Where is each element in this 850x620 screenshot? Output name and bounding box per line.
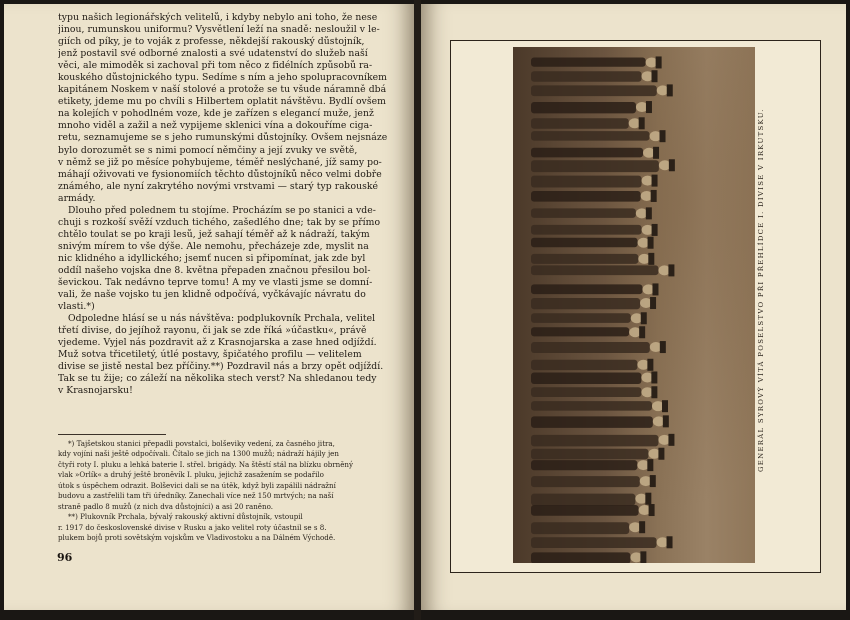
soldier-cap [660,130,666,142]
text-line: jenž postavil své odborné znalosti a své udatenství do služeb naší [58,48,368,60]
soldier-cap [646,101,652,113]
soldier-cap [647,359,653,371]
soldier-figure [531,148,643,158]
text-line: nic klidného a idyllického; jsemť nucen si připomínat, jak zde byl [58,252,366,264]
soldier-figure [531,522,629,534]
soldier-cap [652,224,658,236]
footnote-line: budovu a zastřelili tam tři úředníky. Zanechali více než 150 mrtvých; na naší [58,491,334,501]
text-line: Tak se tu žije; co záleží na několika stech verst? Na shledanou tedy [58,373,377,385]
text-line: vlasti.*) [58,301,95,313]
soldier-figure [531,57,646,66]
soldier-figure [531,254,638,264]
soldier-figure [531,552,630,563]
page-number: 96 [57,551,73,564]
text-line: chtělo toulat se po kraji lesů, jež sahají téměř až k nádraží, takým [58,228,370,240]
soldier-cap [640,551,646,563]
text-line: giích od píky, je to voják z professe, někdejší rakouský důstojník, [58,36,365,48]
soldier-cap [652,175,658,187]
soldier-cap [650,297,656,309]
text-line: kapitánem Noskem v naší stolové a protože se tu všude náramně dbá [58,84,387,96]
text-line: známého, ale nyní zakrytého novými vrstvami — starý typ rakouské [58,180,379,192]
soldier-cap [648,237,654,249]
footnote-line: *) Tajšetskou stanici přepadli povstalci, bolševiky vedení, za časného jitra, [68,439,335,448]
soldier-figure [531,372,641,384]
text-line: armády. [58,192,96,204]
soldier-cap [668,264,674,276]
soldier-cap [649,504,655,516]
soldier-figure [531,85,657,96]
text-line: oddíl našeho vojska dne 8. května přepaden značnou přesilou bol- [58,264,371,276]
soldier-figure [531,449,648,460]
soldier-figure [531,435,658,447]
soldier-figure [531,537,657,548]
soldier-figure [531,160,659,172]
text-line: snivým mírem to vše dýše. Ale nemohu, přecházeje zde, myslit na [58,240,369,252]
text-line: mnoho viděl a zažil a než vypijeme sklenici vína a dokouříme ciga- [58,120,373,132]
text-line: věci, ale mimoděk si zachoval při tom něco z fidélních způsobů ra- [58,60,373,72]
soldier-figure [531,494,635,506]
soldier-cap [652,283,658,295]
soldier-cap [668,434,674,446]
soldier-figure [531,505,639,516]
footnote-line: čtyři roty I. pluku a lehká baterie I. střel. brigády. Na štěstí stál na blízku obrněný [58,459,353,469]
soldier-figure [531,401,652,410]
footnote-line: r. 1917 do československé divise v Rusku a jako velitel roty účastnil se s 8. [58,522,327,532]
photo-figures [513,47,755,563]
soldier-figure [531,176,642,188]
text-line: ševickou. Tak nedávno teprve tomu! A my ve vlasti jsme se domní- [58,277,373,289]
soldier-figure [531,416,653,428]
soldier-cap [667,536,673,548]
footnote-line: vlak »Orlík« a druhý ještě broněvík I. pluku, jejichž zasažením se podařilo [58,470,324,480]
soldier-cap [639,117,645,129]
soldier-cap [651,190,657,202]
soldier-cap [662,400,668,412]
soldier-cap [652,70,658,82]
soldier-figure [531,238,638,247]
text-line: máhají oživovati ve fysionomiích těchto důstojníků něco velmi dobře [58,168,382,180]
soldier-cap [651,386,657,398]
soldier-figure [531,208,636,218]
soldier-cap [647,459,653,471]
soldier-figure [531,360,637,370]
text-line: na kolejích v pohodlném voze, kde je zařízen s elegancí muže, jenž [58,108,374,120]
soldier-cap [646,207,652,219]
soldier-figure [531,327,629,336]
soldier-figure [531,118,629,128]
text-line: jinou, rumunskou uniformu? Vysvětlení leží na snadě: nesloužil v le- [58,24,380,36]
footnote-line: plukem bojů proti sovětským vojskům ve Vladivostoku a na Dálném Východě. [58,533,336,543]
soldier-cap [667,84,673,96]
text-line: třetí divise, do jejíhož rayonu, či jak se zde říká »účastku«, právě [58,325,367,337]
text-line: vali, že naše vojsko tu jen klidně odpočívá, vyčkávajíc návratu do [58,289,366,301]
soldier-cap [645,493,651,505]
soldier-cap [641,312,647,324]
soldier-figure [531,225,642,235]
text-line: v Krasnojarsku! [58,385,133,397]
text-line: vjedeme. Vyjel nás pozdravit až z Krasnojarska a zase hned odjíždí. [58,337,377,349]
footnote-line: **) Plukovník Prchala, bývalý rakouský aktivní důstojník, vstoupil [68,512,303,522]
soldier-cap [663,415,669,427]
text-line: divise se jistě nestal bez příčiny.**) Pozdravil nás a brzy opět odjíždí. [58,361,384,373]
soldier-figure [531,131,650,140]
text-line: etikety, jdeme mu po chvíli s Hilbertem oplatit návštěvu. Bydlí ovšem [58,96,386,108]
soldier-figure [531,460,637,470]
soldier-figure [531,265,658,275]
text-line: typu našich legionářských velitelů, i kdyby nebylo ani toho, že nese [58,12,378,23]
soldier-cap [651,371,657,383]
footnote-line: straně padlo 8 mužů (z nich dva důstojníci) a asi 20 raněno. [58,501,273,511]
soldier-cap [658,448,664,460]
footnote-line: kdy vojíni naši ještě odpočívali. Čítalo se jich na 1300 mužů; nádraží hájily jen [58,449,339,459]
soldier-cap [650,475,656,487]
soldier-cap [669,159,675,171]
book-gutter [414,0,421,620]
soldier-figure [531,284,642,294]
soldier-figure [531,298,640,309]
text-line: bylo dorozumět se s nimi pomocí němčiny a její zvuky ve světě, [58,144,358,156]
photo-caption: GENERÁL SYROVÝ VÍTÁ POSELSTVO PŘI PŘEHLÍDCE I. DIVISE V IRKUTSKU. [757,108,765,472]
text-line: retu, seznamujeme se s jeho rumunskými důstojníky. Ovšem nejsnáze [58,132,388,144]
soldier-cap [656,56,662,68]
footnote-divider [58,434,166,435]
soldier-figure [531,476,640,487]
text-line: v němž se již po měsíce pohybujeme, téměř neslýchané, jíž samy po- [58,156,382,168]
soldier-figure [531,313,631,323]
text-line: chuji s rozkoší svěží vzduch tichého, zašedlého dne; tak by se přímo [58,216,381,228]
soldier-cap [639,326,645,338]
soldiers-photo [513,47,755,563]
soldier-cap [660,341,666,353]
text-line: kouského důstojnického typu. Sedíme s ním a jeho spolupracovníkem [58,72,388,84]
main-text [58,12,400,398]
soldier-figure [531,71,642,82]
soldier-cap [653,147,659,159]
text-line: Muž sotva třicetiletý, útlé postavy, špičatého profilu — velitelem [58,349,362,361]
text-line: Dlouho před polednem tu stojíme. Procházím se po stanici a vde- [68,204,376,216]
text-line: Odpoledne hlásí se u nás návštěva: podplukovník Prchala, velitel [68,313,376,325]
soldier-cap [648,253,654,265]
soldier-cap [639,521,645,533]
footnotes [58,439,400,544]
soldier-figure [531,342,650,353]
soldier-figure [531,387,641,397]
soldier-figure [531,191,641,202]
footnote-line: útok s úspěchem odrazit. Bolševici dali se na útěk, když byli zapálili nádražní [58,480,336,490]
soldier-figure [531,102,636,113]
